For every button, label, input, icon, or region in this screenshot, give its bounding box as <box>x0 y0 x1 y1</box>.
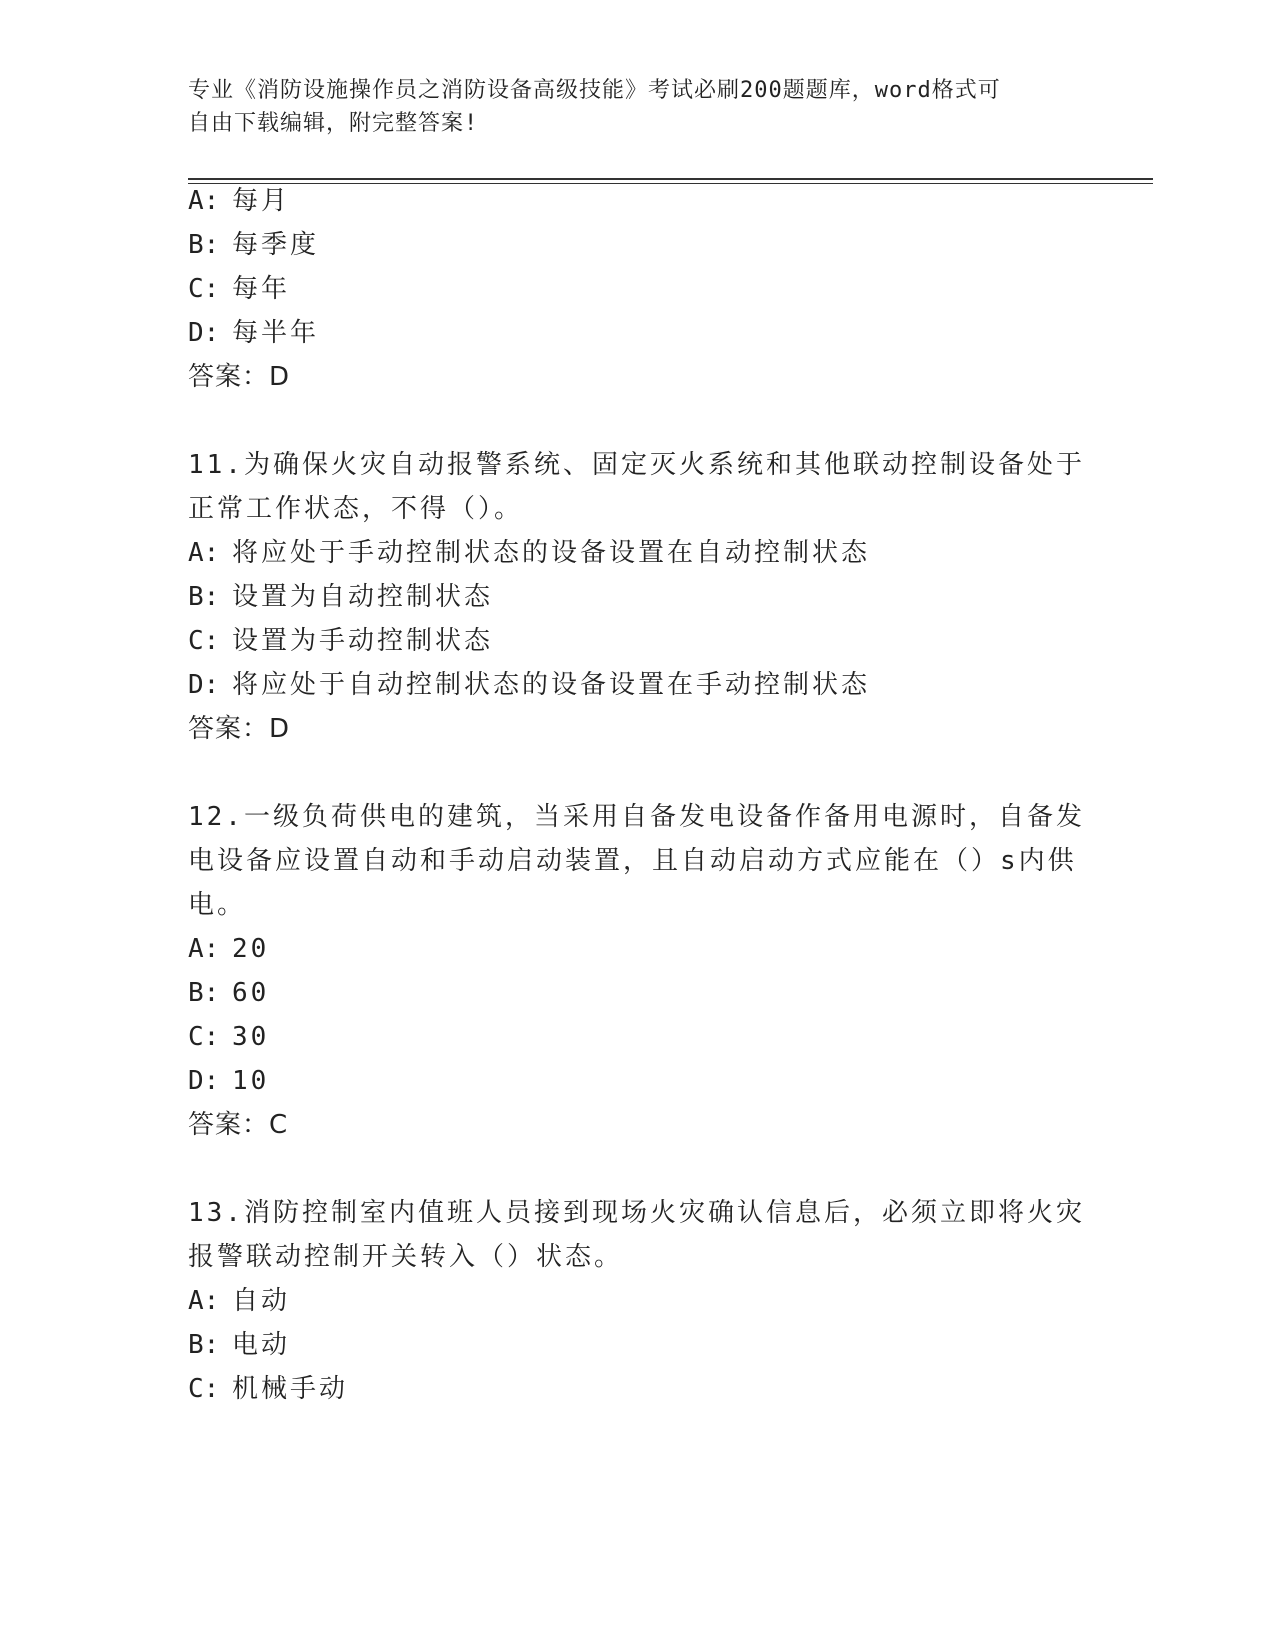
q11-option-b <box>188 574 493 620</box>
option-text: 设置为自动控制状态 <box>232 582 494 612</box>
q13-option-a <box>188 1278 290 1324</box>
option-label: D: <box>188 1066 220 1096</box>
q11-option-a <box>188 530 870 576</box>
option-text: 每月 <box>232 186 291 216</box>
header-divider-thin <box>188 183 1153 184</box>
q12-answer: 答案：C <box>188 1110 289 1140</box>
q13-stem-line-1: 13.消防控制室内值班人员接到现场火灾确认信息后，必须立即将火灾 <box>188 1198 1085 1228</box>
option-label: D: <box>188 670 220 700</box>
q11-option-d <box>188 662 870 708</box>
option-text: 20 <box>232 934 270 964</box>
option-text: 每季度 <box>232 230 320 260</box>
option-text: 每年 <box>232 274 291 304</box>
option-text: 将应处于自动控制状态的设备设置在手动控制状态 <box>232 670 871 700</box>
option-label: D: <box>188 318 220 348</box>
q12-stem-line-3: 电。 <box>188 890 247 920</box>
option-label: A: <box>188 934 220 964</box>
option-label: B: <box>188 978 220 1008</box>
option-label: A: <box>188 538 220 568</box>
q10-option-d <box>188 310 319 356</box>
option-label: B: <box>188 230 220 260</box>
q11-stem-line-1: 11.为确保火灾自动报警系统、固定灭火系统和其他联动控制设备处于 <box>188 450 1085 480</box>
header-divider-thick <box>188 178 1153 180</box>
q10-answer: 答案：D <box>188 362 291 392</box>
q12-option-d <box>188 1058 269 1104</box>
option-label: C: <box>188 1022 220 1052</box>
q12-stem-line-1: 12.一级负荷供电的建筑，当采用自备发电设备作备用电源时，自备发 <box>188 802 1085 832</box>
option-text: 设置为手动控制状态 <box>232 626 494 656</box>
option-text: 60 <box>232 978 270 1008</box>
q13-option-c <box>188 1366 348 1412</box>
q12-option-b <box>188 970 269 1016</box>
q12-option-c <box>188 1014 269 1060</box>
option-text: 30 <box>232 1022 270 1052</box>
option-label: A: <box>188 1286 220 1316</box>
q10-option-c <box>188 266 290 312</box>
option-label: C: <box>188 274 220 304</box>
option-label: C: <box>188 626 220 656</box>
option-text: 10 <box>232 1066 270 1096</box>
q12-option-a <box>188 926 269 972</box>
header-line-1: 专业《消防设施操作员之消防设备高级技能》考试必刷200题题库，word格式可 <box>188 78 1001 103</box>
q13-option-b <box>188 1322 290 1368</box>
q12-stem-line-2: 电设备应设置自动和手动启动装置，且自动启动方式应能在（）s内供 <box>188 846 1077 876</box>
q13-stem-line-2: 报警联动控制开关转入（）状态。 <box>188 1242 624 1272</box>
option-label: B: <box>188 1330 220 1360</box>
q11-answer: 答案：D <box>188 714 291 744</box>
option-text: 电动 <box>232 1330 291 1360</box>
q10-option-b <box>188 222 319 268</box>
q10-option-a <box>188 178 290 224</box>
option-label: B: <box>188 582 220 612</box>
header-line-2: 自由下载编辑，附完整答案! <box>188 111 479 136</box>
option-text: 将应处于手动控制状态的设备设置在自动控制状态 <box>232 538 871 568</box>
document-header <box>188 74 1088 140</box>
option-text: 机械手动 <box>232 1374 349 1404</box>
q11-option-c <box>188 618 493 664</box>
q11-stem-line-2: 正常工作状态，不得（）。 <box>188 494 524 524</box>
option-label: C: <box>188 1374 220 1404</box>
option-text: 每半年 <box>232 318 320 348</box>
option-label: A: <box>188 186 220 216</box>
option-text: 自动 <box>232 1286 291 1316</box>
